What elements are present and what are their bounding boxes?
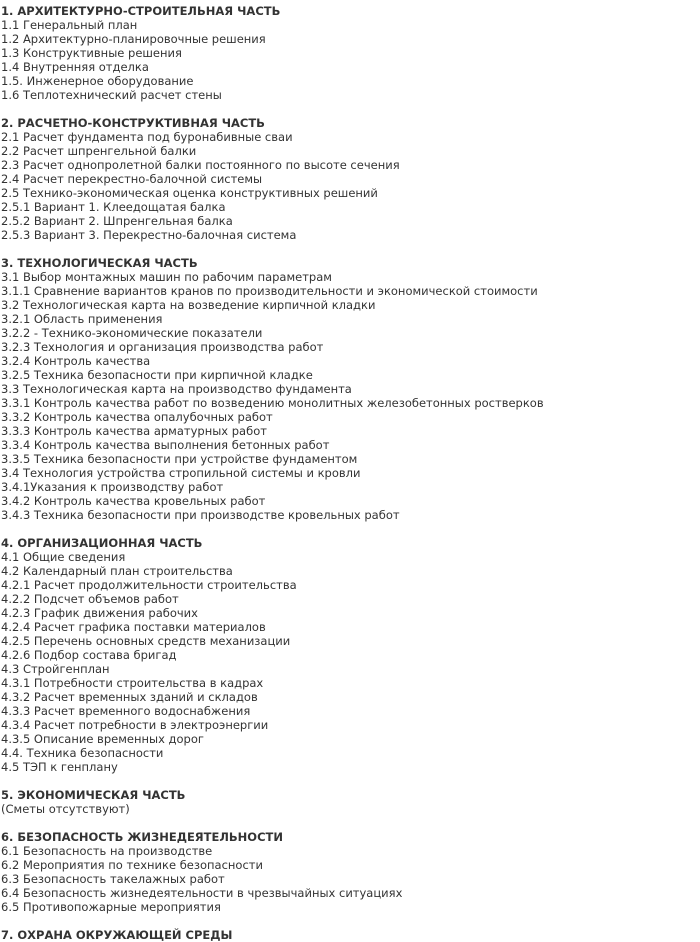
list-item: 4.3.3 Расчет временного водоснабжения [1, 704, 251, 718]
section-heading: 2. РАСЧЕТНО-КОНСТРУКТИВНАЯ ЧАСТЬ [1, 116, 265, 130]
list-item: 3.1.1 Сравнение вариантов кранов по производительности и экономической стоимости [1, 284, 538, 298]
section-3 [1, 256, 700, 522]
list-item: 3.3.5 Техника безопасности при устройстве фундаментом [1, 452, 358, 466]
list-item: 3.4.3 Техника безопасности при производстве кровельных работ [1, 508, 400, 522]
section-7 [1, 928, 700, 942]
list-item: 2.5 Технико-экономическая оценка конструктивных решений [1, 186, 378, 200]
list-item: 3.3.1 Контроль качества работ по возведению монолитных железобетонных ростверков [1, 396, 544, 410]
list-item: 6.2 Мероприятия по технике безопасности [1, 858, 263, 872]
list-item: (Сметы отсутствуют) [1, 802, 130, 816]
list-item: 3.3.2 Контроль качества опалубочных работ [1, 410, 273, 424]
list-item: 1.3 Конструктивные решения [1, 46, 182, 60]
list-item: 2.5.1 Вариант 1. Клеедощатая балка [1, 200, 226, 214]
list-item: 2.2 Расчет шпренгельной балки [1, 144, 197, 158]
list-item: 4.2 Календарный план строительства [1, 564, 233, 578]
list-item: 2.1 Расчет фундамента под буронабивные сваи [1, 130, 293, 144]
list-item: 1.6 Теплотехнический расчет стены [1, 88, 222, 102]
list-item: 6.1 Безопасность на производстве [1, 844, 213, 858]
section-6 [1, 830, 700, 914]
list-item: 3.2.5 Техника безопасности при кирпичной кладке [1, 368, 313, 382]
list-item: 4.2.1 Расчет продолжительности строительства [1, 578, 297, 592]
list-item: 3.3.4 Контроль качества выполнения бетонных работ [1, 438, 330, 452]
list-item: 4.3.1 Потребности строительства в кадрах [1, 676, 264, 690]
section-4 [1, 536, 700, 774]
list-item: 3.4 Технология устройства стропильной системы и кровли [1, 466, 361, 480]
section-heading: 7. ОХРАНА ОКРУЖАЮЩЕЙ СРЕДЫ [1, 928, 233, 942]
list-item: 3.2.2 - Технико-экономические показатели [1, 326, 263, 340]
list-item: 4.3.2 Расчет временных зданий и складов [1, 690, 258, 704]
list-item: 4.1 Общие сведения [1, 550, 126, 564]
list-item: 1.1 Генеральный план [1, 18, 138, 32]
list-item: 4.2.3 График движения рабочих [1, 606, 198, 620]
list-item: 1.2 Архитектурно-планировочные решения [1, 32, 266, 46]
list-item: 6.4 Безопасность жизнедеятельности в чрезвычайных ситуациях [1, 886, 403, 900]
section-heading: 5. ЭКОНОМИЧЕСКАЯ ЧАСТЬ [1, 788, 186, 802]
list-item: 4.3.4 Расчет потребности в электроэнергии [1, 718, 269, 732]
list-item: 3.4.1Указания к производству работ [1, 480, 224, 494]
list-item: 4.3 Стройгенплан [1, 662, 110, 676]
list-item: 3.1 Выбор монтажных машин по рабочим параметрам [1, 270, 332, 284]
list-item: 4.2.5 Перечень основных средств механизации [1, 634, 291, 648]
list-item: 4.2.6 Подбор состава бригад [1, 648, 177, 662]
list-item: 3.4.2 Контроль качества кровельных работ [1, 494, 266, 508]
section-heading: 6. БЕЗОПАСНОСТЬ ЖИЗНЕДЕЯТЕЛЬНОСТИ [1, 830, 283, 844]
section-heading: 3. ТЕХНОЛОГИЧЕСКАЯ ЧАСТЬ [1, 256, 198, 270]
list-item: 2.5.2 Вариант 2. Шпренгельная балка [1, 214, 233, 228]
list-item: 6.3 Безопасность такелажных работ [1, 872, 225, 886]
section-1 [1, 4, 700, 102]
list-item: 3.2.4 Контроль качества [1, 354, 151, 368]
list-item: 3.3.3 Контроль качества арматурных работ [1, 424, 267, 438]
section-2 [1, 116, 700, 242]
section-heading: 4. ОРГАНИЗАЦИОННАЯ ЧАСТЬ [1, 536, 203, 550]
list-item: 3.2.3 Технология и организация производства работ [1, 340, 324, 354]
list-item: 2.5.3 Вариант 3. Перекрестно-балочная система [1, 228, 297, 242]
list-item: 4.5 ТЭП к генплану [1, 760, 118, 774]
list-item: 3.3 Технологическая карта на производство фундамента [1, 382, 352, 396]
list-item: 3.2 Технологическая карта на возведение кирпичной кладки [1, 298, 376, 312]
list-item: 6.5 Противопожарные мероприятия [1, 900, 221, 914]
section-heading: 1. АРХИТЕКТУРНО-СТРОИТЕЛЬНАЯ ЧАСТЬ [1, 4, 281, 18]
list-item: 2.3 Расчет однопролетной балки постоянного по высоте сечения [1, 158, 400, 172]
list-item: 4.2.4 Расчет графика поставки материалов [1, 620, 266, 634]
list-item: 4.4. Техника безопасности [1, 746, 164, 760]
list-item: 4.3.5 Описание временных дорог [1, 732, 204, 746]
list-item: 3.2.1 Область применения [1, 312, 163, 326]
list-item: 1.4 Внутренняя отделка [1, 60, 149, 74]
list-item: 4.2.2 Подсчет объемов работ [1, 592, 179, 606]
section-5 [1, 788, 700, 816]
list-item: 2.4 Расчет перекрестно-балочной системы [1, 172, 263, 186]
list-item: 1.5. Инженерное оборудование [1, 74, 194, 88]
